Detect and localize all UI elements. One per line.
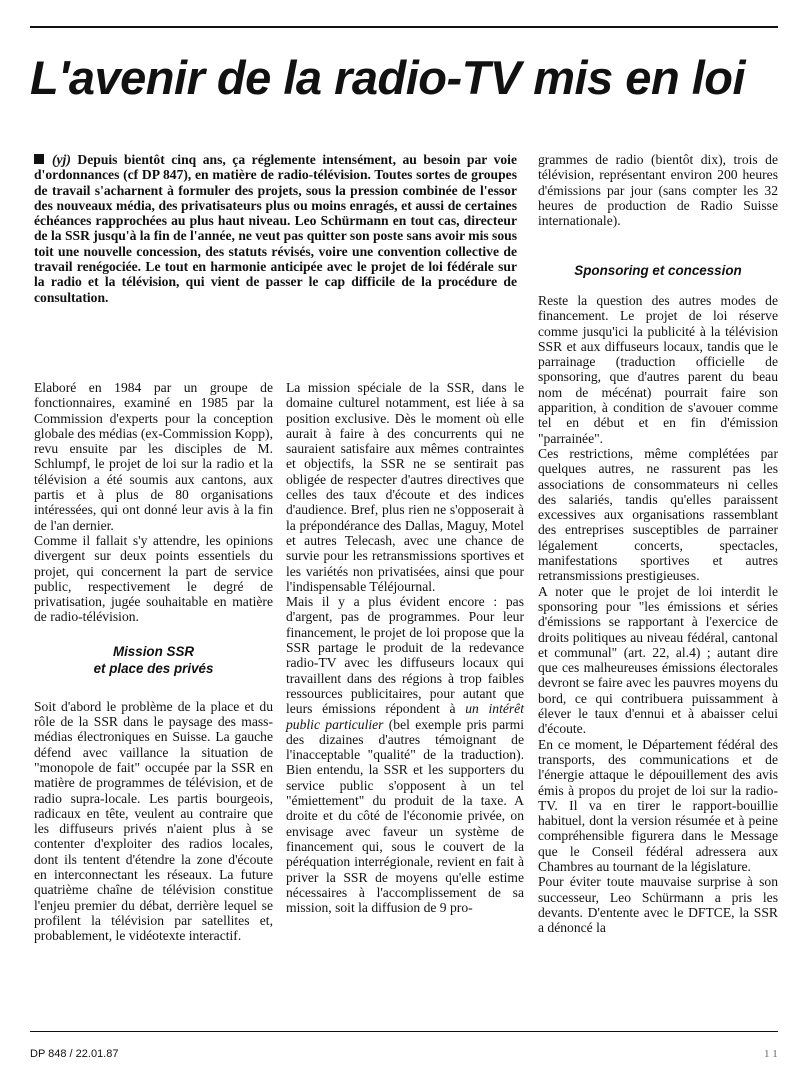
column-1 xyxy=(34,380,273,944)
bottom-rule xyxy=(30,1031,778,1032)
issue-footer: DP 848 / 22.01.87 xyxy=(30,1048,119,1060)
col2-paragraph-2 xyxy=(286,594,524,915)
col1-paragraph-3: Soit d'abord le problème de la place et du rôle de la SSR dans le paysage des mass-médias électroniques en Suisse. La gauche défend avec vaillance la situation de "monopole de fait" occupée par la SSR en matière de programmes de télévision, et de radio supra-locale. Les partis bourgeois, radicaux en tête, veulent au contraire que les diffuseurs privés n'aient plus à se contenter d'exploiter des radios locales, dont ils tentent d'étendre la zone d'écoute en interconnectant les réseaux. La future quatrième chaîne de télévision constitue l'enjeu premier du débat, derrière lequel se profilent la télévision par satellites et, probablement, le vidéotexte interactif. xyxy=(34,698,273,944)
subhead-sponsoring: Sponsoring et concession xyxy=(574,263,742,278)
col3-paragraph-3: A noter que le projet de loi interdit le sponsoring pour "les émissions et séries d'émissions se rapportant à l'exercice de droits politiques au niveau fédéral, cantonal et communal" (art. 22, al.4) ; autant dire que ces malheureuses émissions électorales devront se faire avec les pauvres moyens du bord, ce qui contribuera puissamment à élever le taux d'ennui et à abaisser celui d'écoute. xyxy=(538,583,778,737)
col2-p2-emphasis: un intérêt public particulier xyxy=(286,701,524,732)
col1-paragraph-2: Comme il fallait s'y attendre, les opinions divergent sur deux points essentiels du projet, qui concernent la part de service public, respectivement le degré de privatisation, jugée souhaitable en matière de radio-télévision. xyxy=(34,532,273,625)
sponsoring-subhead-wrap xyxy=(538,262,778,279)
column-2 xyxy=(286,380,524,915)
top-rule xyxy=(30,26,778,28)
continuation-text: grammes de radio (bientôt dix), trois de télévision, représentant environ 200 heures d'émissions par jour (sans compter les 32 heures de production de Radio Suisse internationale). xyxy=(538,152,778,229)
article-title: L'avenir de la radio-TV mis en loi xyxy=(30,51,746,104)
col1-paragraph-1: Elaboré en 1984 par un groupe de fonctionnaires, examiné en 1985 par la Commission d'experts pour la conception globale des médias (ex-Commission Kopp), revu ensuite par les disciples de M. Schlumpf, le projet de loi sur la radio et la télévision a été soumis aux cantons, aux partis et à plus de 80 organisations intéressées, qui ont donné leur avis à la fin de l'an dernier. xyxy=(34,380,273,533)
subhead-mission: Mission SSR xyxy=(112,643,195,659)
col3-paragraph-5: Pour éviter toute mauvaise surprise à son successeur, Leo Schürmann a pris les devants. D'entente avec le DFTCE, la SSR a dénoncé la xyxy=(538,874,778,936)
col3-paragraph-2: Ces restrictions, même complétées par quelques autres, ne rassurent pas les associations de consommateurs ni celles des salariés, tandis qu'elles paraissent excessives aux organisations rassemblant des entreprises susceptibles de parrainer légalement concerts, spectacles, manifestations sportives et autres retransmissions prestigieuses. xyxy=(538,445,778,584)
col3-paragraph-1: Reste la question des autres modes de financement. Le projet de loi réserve comme jusqu'ici la publicité à la télévision SSR et aux diffuseurs locaux, tandis que le parrainage (traduction officielle de sponsoring, que d'autres parent du beau nom de mécénat) pourrait faire son apparition, à condition de s'avouer comme tel en début et en fin d'émission "parrainée". xyxy=(538,293,778,446)
right-column-top xyxy=(538,152,778,228)
subhead-mission-2: et place des privés xyxy=(93,660,214,676)
page-corner-mark: 1 1 xyxy=(764,1048,778,1060)
col2-p2-end: (bel exemple pris parmi des dizaines d'autres témoignant de l'inacceptable "qualité" de la traduction). Bien entendu, la SSR et les supporters du service public s'opposent à un tel "émiettement" du produit de la taxe. A droite et du côté de l'économie privée, on envisage avec faveur un système de financement qui, sous le couvert de la péréquation interrégionale, revient en fait à priver la SSR de moyens qu'elle estime nécessaires à l'accomplissement de sa mission, soit la diffusion de 9 pro- xyxy=(286,716,524,916)
col3-paragraph-4: En ce moment, le Département fédéral des transports, des communications et de l'énergie attaque le dépouillement des avis émis à propos du projet de loi sur la radio-TV. Il va en tirer le rapport-bouillie habituel, dont la version résumée et à peine compréhensible figurera dans le Message que le Conseil fédéral adressera aux Chambres au tournant de la législature. xyxy=(538,736,778,874)
col2-paragraph-1: La mission spéciale de la SSR, dans le domaine culturel notamment, est liée à sa position exclusive. Dès le moment où elle aurait à faire à des concurrents qui ne sauraient satisfaire aux mêmes contraintes et objectifs, la SSR ne se sentirait pas obligée de respecter d'autres directives que celles des taux d'écoute et des indices d'audience. Bref, plus rien ne s'opposerait à la prépondérance des Dallas, Maguy, Motel et autres Telecash, avec une chance de survie pour les retransmissions sportives et les variétés non privatisées, ainsi que pour l'indispensable Téléjournal. xyxy=(286,380,524,594)
author-initials: (yj) xyxy=(52,152,71,167)
column-3 xyxy=(538,293,778,935)
lead-paragraph xyxy=(34,152,517,305)
lead-square-marker xyxy=(34,154,44,164)
lead-text: Depuis bientôt cinq ans, ça réglemente intensément, au besoin par voie d'ordonnances (cf DP 847), en matière de radio-télévision. Toutes sortes de groupes de travail s'acharnent à formuler des projets, sous la pression combinée de l'essor des nouveaux média, des privatisateurs plus ou moins enragés, et aussi de certaines échéances rapprochées au plus haut niveau. Leo Schürmann en tout cas, directeur de la SSR jusqu'à la fin de l'année, ne veut pas quitter son poste sans avoir mis sous toit une nouvelle concession, des statuts révisés, voire une convention collective de travail renégociée. Le tout en harmonie anticipée avec le projet de loi fédérale sur la radio et la télévision, qui vient de passer le cap difficile de la procédure de consultation. xyxy=(34,152,517,305)
col2-p2-start: Mais il y a plus évident encore : pas d'argent, pas de programmes. Pour leur financement, le projet de loi propose que la SSR partage le produit de la redevance radio-TV avec les diffuseurs locaux qui travaillent dans des régions à trop faibles ressources publicitaires, pour autant que leurs émissions répondent à xyxy=(286,594,524,717)
